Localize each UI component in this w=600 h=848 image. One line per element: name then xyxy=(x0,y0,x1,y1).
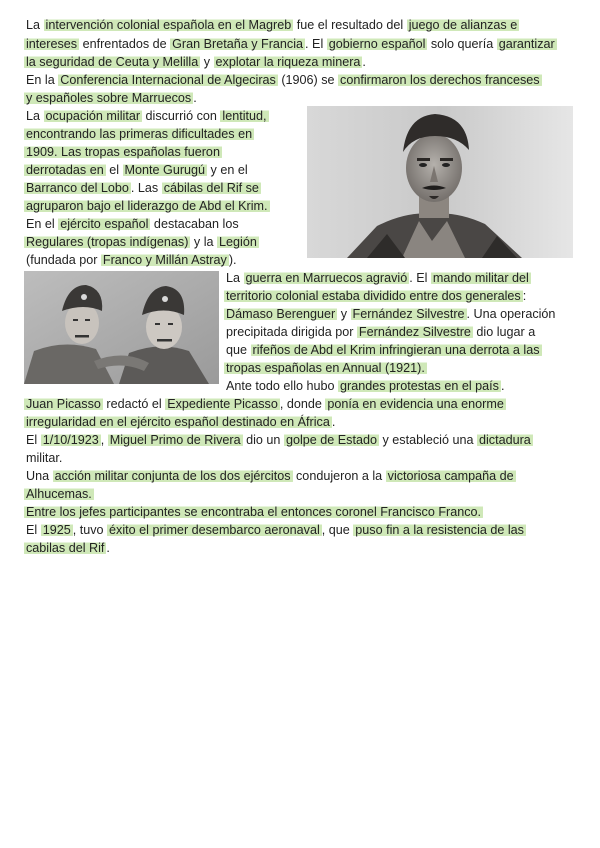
plain-text: dio un xyxy=(242,433,284,447)
highlighted-text: irregularidad en el ejército español destinado en África xyxy=(26,415,330,429)
plain-text: ). xyxy=(228,253,237,267)
plain-text: discurrió con xyxy=(142,109,221,123)
plain-text: y en el xyxy=(207,163,248,177)
highlighted-text: lentitud, xyxy=(222,109,267,123)
plain-text: que xyxy=(226,343,251,357)
two-officers-image xyxy=(24,271,219,384)
highlighted-text: cábilas del Rif se xyxy=(163,181,259,195)
plain-text: . xyxy=(362,55,366,69)
plain-text: . Las xyxy=(130,181,162,195)
highlighted-text: Expediente Picasso xyxy=(167,397,278,411)
text-line xyxy=(24,539,110,557)
highlighted-text: agruparon bajo el liderazgo de Abd el Krim. xyxy=(26,199,268,213)
text-line xyxy=(26,431,533,449)
highlighted-text: la seguridad de Ceuta y Melilla xyxy=(26,55,199,69)
plain-text: . Una operación xyxy=(466,307,556,321)
plain-text: . xyxy=(106,541,110,555)
text-line xyxy=(226,269,531,287)
text-line xyxy=(24,35,557,53)
plain-text: En la xyxy=(26,73,59,87)
highlighted-text: golpe de Estado xyxy=(285,433,377,447)
highlighted-text: Monte Gurugú xyxy=(124,163,206,177)
text-line xyxy=(224,305,555,323)
highlighted-text: 1909. Las tropas españolas fueron xyxy=(26,145,220,159)
text-line xyxy=(26,251,237,269)
plain-text: fue el resultado del xyxy=(293,18,407,32)
plain-text: . xyxy=(500,379,505,393)
highlighted-text: ocupación militar xyxy=(45,109,141,123)
plain-text: (fundada por xyxy=(26,253,101,267)
two-officers-photo xyxy=(24,271,219,384)
plain-text: condujeron a la xyxy=(292,469,386,483)
highlighted-text: Gran Bretaña y Francia xyxy=(172,37,304,51)
plain-text: : xyxy=(522,289,527,303)
highlighted-text: gobierno español xyxy=(328,37,426,51)
highlighted-text: explotar la riqueza minera xyxy=(215,55,361,69)
text-line xyxy=(24,485,94,503)
plain-text: El xyxy=(26,433,41,447)
text-line xyxy=(224,287,526,305)
plain-text: dio lugar a xyxy=(472,325,536,339)
plain-text: , donde xyxy=(279,397,326,411)
text-line xyxy=(226,377,504,395)
plain-text: militar. xyxy=(26,451,63,465)
highlighted-text: ponía en evidencia una enorme xyxy=(327,397,504,411)
text-line xyxy=(26,16,519,34)
portrait-photo xyxy=(307,106,573,258)
text-line xyxy=(24,125,254,143)
plain-text: . xyxy=(193,91,197,105)
highlighted-text: tropas españolas en Annual (1921). xyxy=(226,361,425,375)
plain-text: El xyxy=(26,523,41,537)
highlighted-text: intervención colonial española en el Magreb xyxy=(45,18,292,32)
text-line xyxy=(224,359,427,377)
highlighted-text: ejército español xyxy=(60,217,149,231)
text-line xyxy=(26,467,516,485)
highlighted-text: Conferencia Internacional de Algeciras xyxy=(60,73,276,87)
highlighted-text: 1925 xyxy=(42,523,71,537)
plain-text: enfrentados de xyxy=(79,37,171,51)
text-line xyxy=(24,53,366,71)
highlighted-text: victoriosa campaña de xyxy=(387,469,514,483)
highlighted-text: mando militar del xyxy=(432,271,529,285)
highlighted-text: Dámaso Berenguer xyxy=(226,307,336,321)
highlighted-text: guerra en Marruecos agravió xyxy=(245,271,408,285)
highlighted-text: encontrando las primeras dificultades en xyxy=(26,127,253,141)
text-line xyxy=(24,89,197,107)
plain-text: y xyxy=(337,307,351,321)
text-line xyxy=(24,395,506,413)
plain-text: el xyxy=(105,163,123,177)
highlighted-text: Fernández Silvestre xyxy=(358,325,471,339)
text-line xyxy=(24,413,335,431)
highlighted-text: Barranco del Lobo xyxy=(26,181,129,195)
highlighted-text: juego de alianzas e xyxy=(408,18,518,32)
plain-text: La xyxy=(26,109,44,123)
highlighted-text: territorio colonial estaba dividido entre dos generales xyxy=(226,289,521,303)
highlighted-text: grandes protestas en el país xyxy=(340,379,499,393)
highlighted-text: derrotadas en xyxy=(26,163,104,177)
plain-text: redactó el xyxy=(102,397,166,411)
plain-text: En el xyxy=(26,217,59,231)
text-line xyxy=(24,143,222,161)
text-line xyxy=(24,161,248,179)
highlighted-text: rifeños de Abd el Krim infringieran una derrota a las xyxy=(252,343,540,357)
highlighted-text: Legión xyxy=(219,235,257,249)
text-line xyxy=(226,341,542,359)
plain-text: . El xyxy=(409,271,431,285)
text-line xyxy=(26,521,526,539)
plain-text: , que xyxy=(321,523,354,537)
highlighted-text: puso fin a la resistencia de las xyxy=(355,523,524,537)
text-line xyxy=(226,323,535,341)
plain-text: La xyxy=(226,271,244,285)
text-line xyxy=(24,233,259,251)
highlighted-text: dictadura xyxy=(478,433,531,447)
plain-text: Ante todo ello hubo xyxy=(226,379,339,393)
plain-text: solo quería xyxy=(427,37,497,51)
text-line xyxy=(26,449,62,467)
text-line xyxy=(24,179,261,197)
highlighted-text: Fernández Silvestre xyxy=(352,307,465,321)
text-line xyxy=(26,71,542,89)
highlighted-text: y españoles sobre Marruecos xyxy=(26,91,192,105)
plain-text: , tuvo xyxy=(72,523,108,537)
plain-text: La xyxy=(26,18,44,32)
highlighted-text: cabilas del Rif xyxy=(26,541,105,555)
highlighted-text: Entre los jefes participantes se encontraba el entonces coronel Francisco Franco. xyxy=(26,505,482,519)
plain-text: precipitada dirigida por xyxy=(226,325,357,339)
highlighted-text: 1/10/1923 xyxy=(42,433,99,447)
plain-text: . El xyxy=(305,37,327,51)
highlighted-text: garantizar xyxy=(498,37,555,51)
plain-text: destacaban los xyxy=(150,217,239,231)
highlighted-text: confirmaron los derechos franceses xyxy=(340,73,540,87)
text-line xyxy=(24,503,483,521)
plain-text: , xyxy=(100,433,108,447)
portrait-image xyxy=(307,106,573,258)
plain-text: . xyxy=(331,415,336,429)
highlighted-text: Franco y Millán Astray xyxy=(102,253,227,267)
highlighted-text: Juan Picasso xyxy=(26,397,101,411)
plain-text: y la xyxy=(190,235,218,249)
highlighted-text: Miguel Primo de Rivera xyxy=(109,433,241,447)
plain-text: (1906) se xyxy=(277,73,339,87)
highlighted-text: Alhucemas. xyxy=(26,487,92,501)
highlighted-text: intereses xyxy=(26,37,78,51)
plain-text: y estableció una xyxy=(378,433,477,447)
plain-text: Una xyxy=(26,469,53,483)
plain-text: y xyxy=(200,55,214,69)
highlighted-text: Regulares (tropas indígenas) xyxy=(26,235,189,249)
highlighted-text: éxito el primer desembarco aeronaval xyxy=(109,523,320,537)
text-line xyxy=(26,215,239,233)
text-line xyxy=(26,107,269,125)
highlighted-text: acción militar conjunta de los dos ejércitos xyxy=(54,469,291,483)
text-line xyxy=(24,197,270,215)
